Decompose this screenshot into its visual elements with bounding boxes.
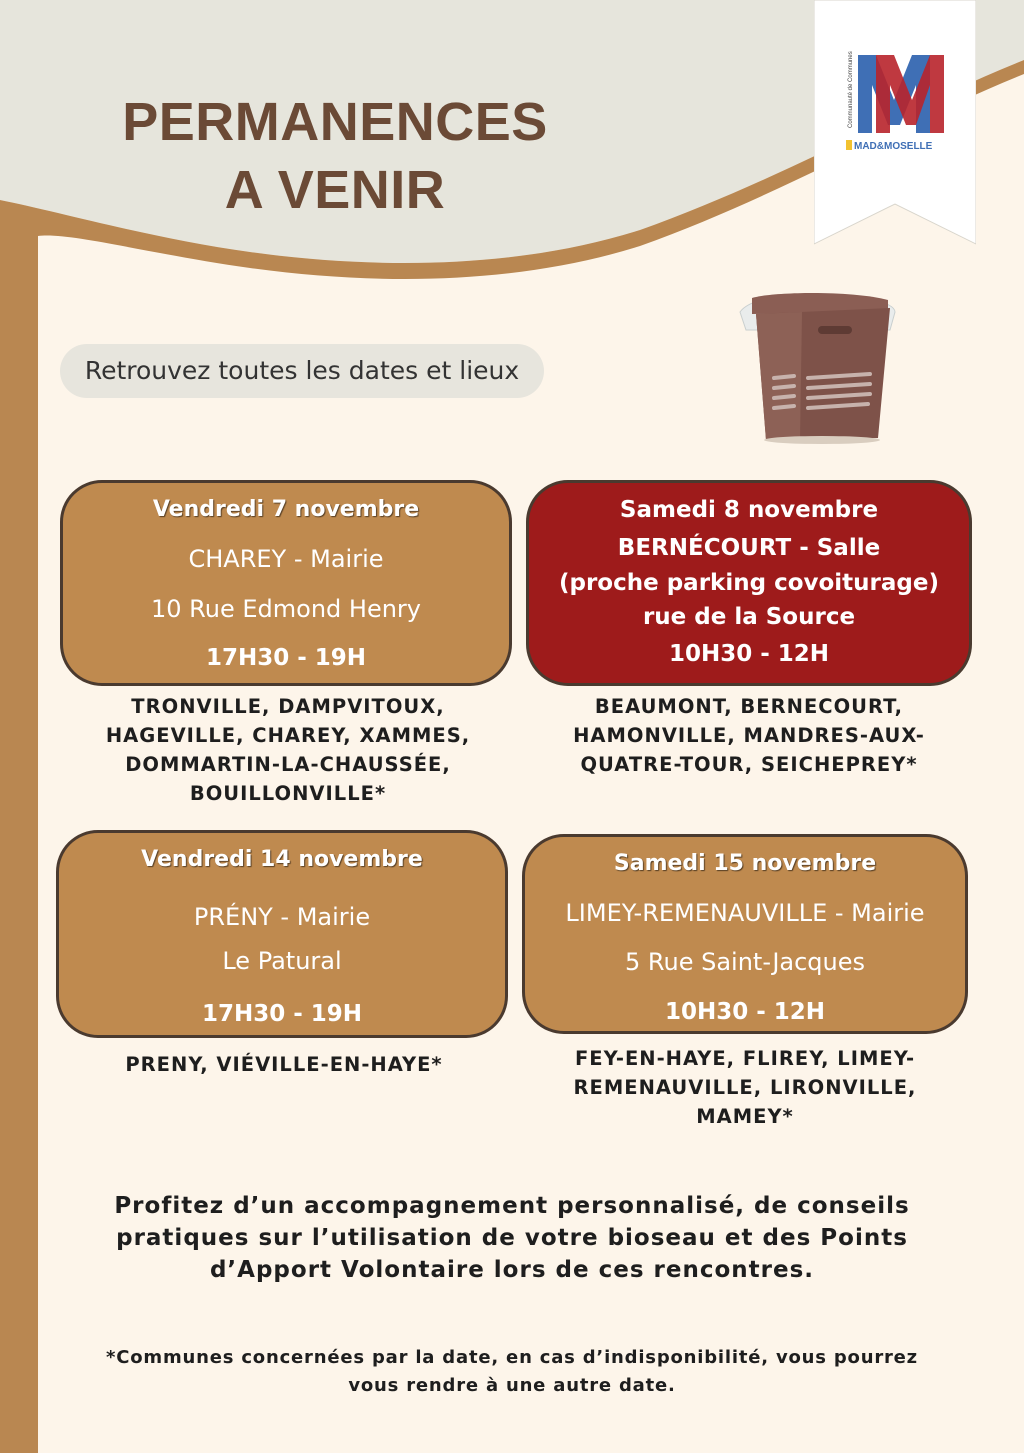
commune-line: BEAUMONT, BERNECOURT, <box>594 695 904 718</box>
event-place: BERNÉCOURT - Salle <box>617 535 881 561</box>
event-communes-3 <box>56 1050 512 1079</box>
mad-moselle-logo <box>814 0 976 248</box>
commune-line: HAGEVILLE, CHAREY, XAMMES, <box>105 724 471 747</box>
event-hours: 17H30 - 19H <box>205 645 367 671</box>
event-communes-4 <box>522 1044 968 1131</box>
event-hours: 10H30 - 12H <box>668 641 830 667</box>
event-day: Vendredi 7 novembre <box>152 497 420 522</box>
commune-line: TRONVILLE, DAMPVITOUX, <box>131 695 445 718</box>
commune-line: QUATRE-TOUR, SEICHEPREY* <box>580 753 918 776</box>
event-card-3 <box>56 830 508 1038</box>
event-card-1 <box>60 480 512 686</box>
event-address: Le Patural <box>222 947 342 975</box>
event-address: 5 Rue Saint-Jacques <box>624 948 866 976</box>
event-day: Samedi 15 novembre <box>613 851 877 876</box>
footnote <box>40 1344 984 1400</box>
logo-brand-text: MAD&MOSELLE <box>854 141 933 152</box>
compost-bin-icon <box>730 290 900 445</box>
event-hours: 17H30 - 19H <box>201 1001 363 1027</box>
commune-line: REMENAUVILLE, LIRONVILLE, <box>573 1076 917 1099</box>
event-card-4 <box>522 834 968 1034</box>
page-title <box>100 88 570 224</box>
event-day: Samedi 8 novembre <box>619 497 879 523</box>
event-place: LIMEY-REMENAUVILLE - Mairie <box>565 899 925 927</box>
event-place: CHAREY - Mairie <box>188 545 384 573</box>
title-line-2: A VENIR <box>224 160 446 220</box>
commune-line: BOUILLONVILLE* <box>189 782 387 805</box>
commune-line: PRENY, VIÉVILLE-EN-HAYE* <box>125 1053 443 1076</box>
event-address: 10 Rue Edmond Henry <box>151 595 421 623</box>
notice-line: d’Apport Volontaire lors de ces rencontres. <box>209 1257 815 1283</box>
title-line-1: PERMANENCES <box>122 92 548 152</box>
event-hours: 10H30 - 12H <box>664 999 826 1025</box>
notice-text <box>60 1190 964 1286</box>
footnote-line: *Communes concernées par la date, en cas d’indisponibilité, vous pourrez <box>106 1347 918 1368</box>
commune-line: MAMEY* <box>696 1105 794 1128</box>
commune-line: FEY-EN-HAYE, FLIREY, LIMEY- <box>574 1047 916 1070</box>
notice-line: Profitez d’un accompagnement personnalisé, de conseils <box>114 1193 910 1219</box>
logo-banner <box>814 0 976 248</box>
footnote-line: vous rendre à une autre date. <box>348 1375 676 1396</box>
commune-line: HAMONVILLE, MANDRES-AUX- <box>573 724 925 747</box>
event-communes-1 <box>60 692 516 808</box>
logo-vertical-text: Communauté de Communes <box>848 51 854 128</box>
event-place: PRÉNY - Mairie <box>193 903 371 931</box>
intro-pill: Retrouvez toutes les dates et lieux <box>60 344 544 398</box>
event-address-line-1: (proche parking covoiturage) <box>558 570 939 596</box>
event-card-2 <box>526 480 972 686</box>
event-address-line-2: rue de la Source <box>642 604 856 630</box>
notice-line: pratiques sur l’utilisation de votre bioseau et des Points <box>116 1225 908 1251</box>
event-day: Vendredi 14 novembre <box>141 847 423 872</box>
event-communes-2 <box>526 692 972 779</box>
commune-line: DOMMARTIN-LA-CHAUSSÉE, <box>125 753 451 776</box>
